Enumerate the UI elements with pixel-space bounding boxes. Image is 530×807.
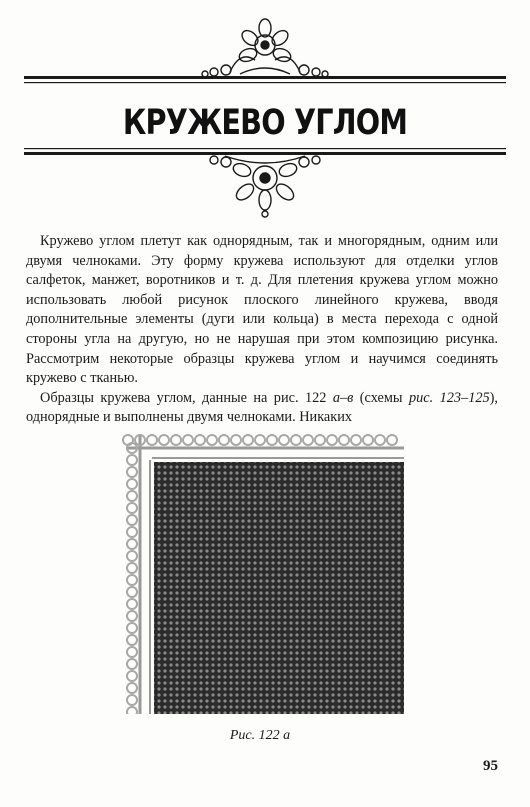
paragraph-1: Кружево углом плетут как однорядным, так и многорядным, одним или двумя челноками. Эту форму кружева используют для отделки углов салфеток, манжет, воротников и т. д. Для плетения кружева углом можно использовать любой рисунок плоского линейного кружева, вводя дополнительные элементы (дуги или кольца) в места перехода с одной стороны угла на другую, но не нарушая при этом композицию рисунка. Рассмотрим некоторые образцы кружева углом и научимся соединять кружево с тканью.: [26, 233, 498, 387]
scheme-ref: рис. 123–125: [408, 389, 490, 406]
paragraph-2: [26, 389, 498, 428]
bottom-rule: [24, 148, 506, 155]
lace-corner-photo: [120, 428, 404, 714]
page-number: 95: [483, 758, 498, 774]
bottom-lace-motif: [210, 156, 320, 217]
page-title: КРУЖЕВО УГЛОМ: [122, 103, 408, 143]
body-text: [26, 232, 498, 428]
paragraph-2-text-b: (схемы: [353, 389, 409, 406]
paragraph-2-text-a: Образцы кружева углом, данные на рис. 122: [40, 389, 333, 406]
top-lace-motif: [202, 19, 328, 77]
figure-ref-letters: а–в: [332, 389, 354, 406]
fabric-swatch: [154, 462, 404, 714]
figure-caption: Рис. 122 а: [229, 728, 291, 743]
paragraph-2-text-c: ), однорядные и выполнены двумя челноками. Никаких: [26, 389, 498, 426]
top-rule: [24, 76, 506, 83]
